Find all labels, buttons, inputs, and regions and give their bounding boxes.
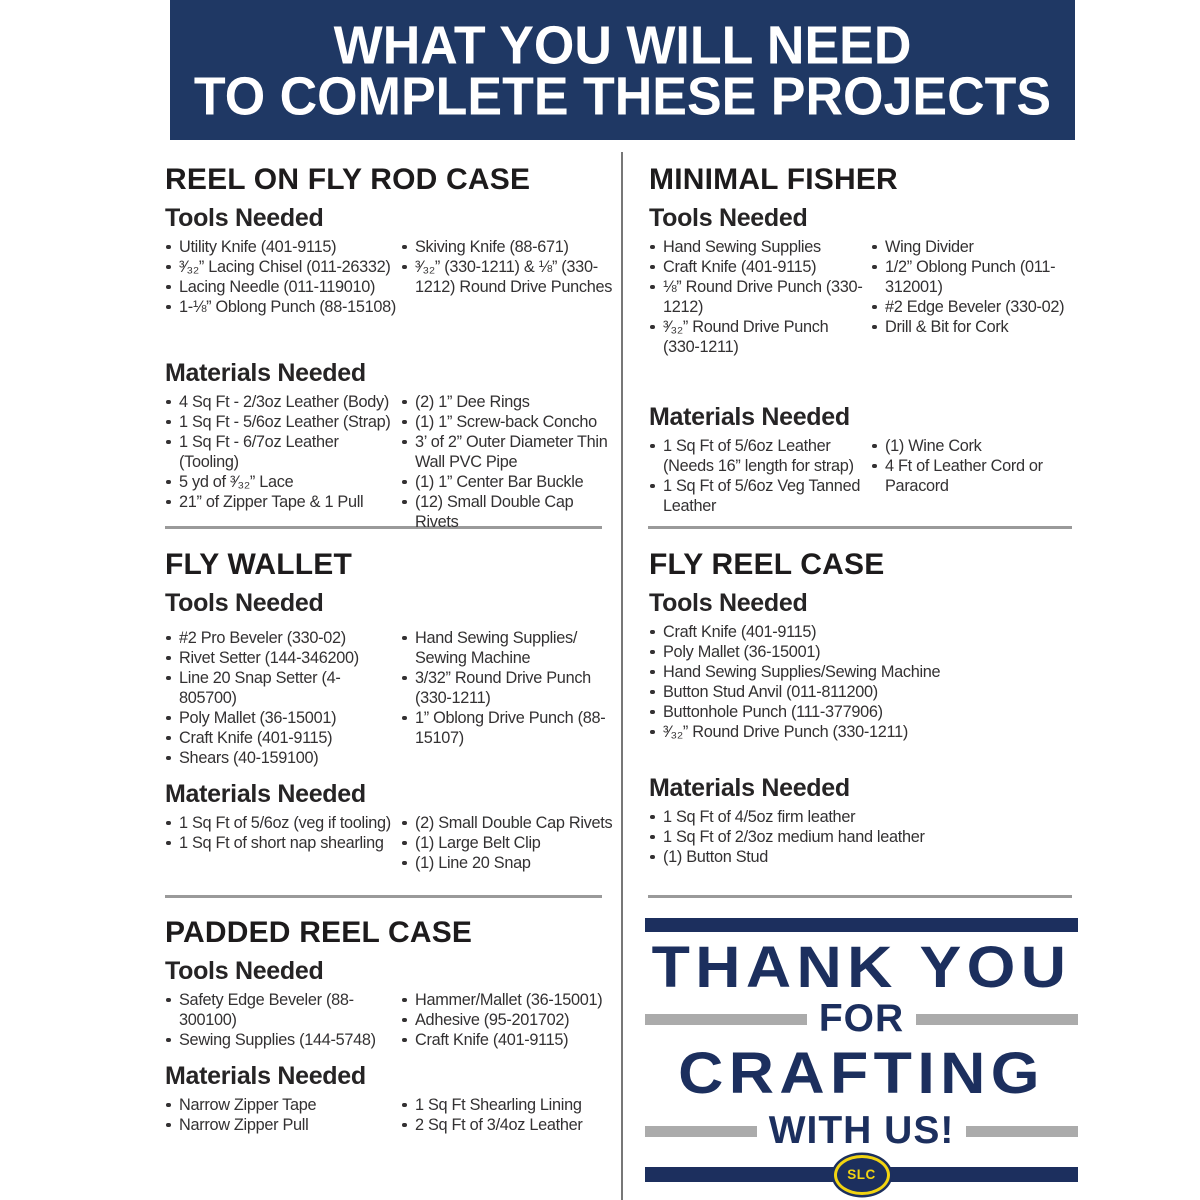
list-item: (1) Large Belt Clip bbox=[401, 833, 620, 853]
list-item: 5 yd of ³⁄₃₂” Lace bbox=[165, 472, 397, 492]
thank-you-line4: WITH US! bbox=[768, 1109, 955, 1152]
tools-list-col1 bbox=[165, 237, 397, 317]
tools-group bbox=[165, 957, 620, 1050]
thank-you-bottom-bar bbox=[645, 1167, 1078, 1182]
list-item: Wing Divider bbox=[871, 237, 1087, 257]
list-item: 1” Oblong Drive Punch (88-15107) bbox=[401, 708, 620, 748]
materials-list-col1 bbox=[165, 1095, 397, 1135]
section-title: PADDED REEL CASE bbox=[165, 916, 473, 949]
thank-you-for-row bbox=[645, 999, 1078, 1039]
list-item: 1 Sq Ft - 6/7oz Leather (Tooling) bbox=[165, 432, 397, 472]
list-item: (1) 1” Screw-back Concho bbox=[401, 412, 620, 432]
vertical-divider bbox=[621, 152, 623, 1200]
materials-group bbox=[649, 403, 1087, 516]
list-item: Craft Knife (401-9115) bbox=[165, 728, 397, 748]
section-title: REEL ON FLY ROD CASE bbox=[165, 163, 531, 196]
header-title-line2: TO COMPLETE THESE PROJECTS bbox=[193, 66, 1052, 128]
list-item: 1-⅛” Oblong Punch (88-15108) bbox=[165, 297, 397, 317]
list-item: Drill & Bit for Cork bbox=[871, 317, 1087, 337]
list-item: Adhesive (95-201702) bbox=[401, 1010, 620, 1030]
horizontal-divider bbox=[648, 526, 1072, 529]
list-item: Lacing Needle (011-119010) bbox=[165, 277, 397, 297]
list-item: Rivet Setter (144-346200) bbox=[165, 648, 397, 668]
list-item: Safety Edge Beveler (88-300100) bbox=[165, 990, 397, 1030]
header-title-line1: WHAT YOU WILL NEED bbox=[333, 15, 912, 77]
list-item: ³⁄₃₂” Round Drive Punch (330-1211) bbox=[649, 317, 867, 357]
tools-group bbox=[649, 589, 1087, 742]
tools-group bbox=[165, 589, 620, 768]
thank-you-block bbox=[645, 915, 1078, 1182]
materials-heading: Materials Needed bbox=[165, 1062, 366, 1090]
gray-rule bbox=[916, 1014, 1078, 1025]
list-item: Craft Knife (401-9115) bbox=[649, 257, 867, 277]
header-banner bbox=[170, 0, 1075, 140]
materials-list-col2 bbox=[401, 392, 620, 532]
section-padded-reel-case bbox=[165, 916, 620, 1135]
list-item: Hand Sewing Supplies/Sewing Machine bbox=[649, 662, 1087, 682]
tools-group bbox=[165, 204, 620, 317]
list-item: 1 Sq Ft of 5/6oz Veg Tanned Leather bbox=[649, 476, 867, 516]
materials-heading: Materials Needed bbox=[165, 780, 366, 808]
thank-you-line3: CRAFTING bbox=[678, 1041, 1045, 1106]
list-item: Hand Sewing Supplies/ Sewing Machine bbox=[401, 628, 620, 668]
list-item: 1 Sq Ft Shearling Lining bbox=[401, 1095, 620, 1115]
list-item: (1) Wine Cork bbox=[871, 436, 1087, 456]
list-item: ³⁄₃₂” Round Drive Punch (330-1211) bbox=[649, 722, 1087, 742]
thank-you-line2: FOR bbox=[818, 997, 905, 1040]
list-item: Craft Knife (401-9115) bbox=[649, 622, 1087, 642]
tools-heading: Tools Needed bbox=[165, 204, 324, 232]
list-item: Sewing Supplies (144-5748) bbox=[165, 1030, 397, 1050]
list-item: Buttonhole Punch (111-377906) bbox=[649, 702, 1087, 722]
section-title: FLY REEL CASE bbox=[649, 548, 885, 581]
list-item: #2 Edge Beveler (330-02) bbox=[871, 297, 1087, 317]
materials-list-col1 bbox=[649, 436, 867, 516]
thank-you-line1: THANK YOU bbox=[651, 935, 1072, 1000]
thank-you-top-bar bbox=[645, 918, 1078, 932]
list-item: ³⁄₃₂” Lacing Chisel (011-26332) bbox=[165, 257, 397, 277]
materials-group bbox=[165, 359, 620, 532]
section-fly-reel-case bbox=[649, 548, 1087, 867]
horizontal-divider bbox=[165, 895, 602, 898]
list-item: (12) Small Double Cap Rivets bbox=[401, 492, 620, 532]
list-item: Skiving Knife (88-671) bbox=[401, 237, 620, 257]
list-item: 1 Sq Ft of short nap shearling bbox=[165, 833, 397, 853]
list-item: Craft Knife (401-9115) bbox=[401, 1030, 620, 1050]
materials-list bbox=[649, 807, 1087, 867]
materials-list-col1 bbox=[165, 392, 397, 532]
list-item: (1) 1” Center Bar Buckle bbox=[401, 472, 620, 492]
materials-list-col1 bbox=[165, 813, 397, 873]
tools-list-col2 bbox=[871, 237, 1087, 357]
list-item: 1 Sq Ft of 4/5oz firm leather bbox=[649, 807, 1087, 827]
materials-list-col2 bbox=[401, 1095, 620, 1135]
slc-logo bbox=[834, 1155, 890, 1195]
tools-list-col2 bbox=[401, 237, 620, 317]
list-item: 3’ of 2” Outer Diameter Thin Wall PVC Pipe bbox=[401, 432, 620, 472]
horizontal-divider bbox=[648, 895, 1072, 898]
list-item: 1 Sq Ft of 5/6oz Leather (Needs 16” length for strap) bbox=[649, 436, 867, 476]
tools-heading: Tools Needed bbox=[165, 589, 324, 617]
section-title: MINIMAL FISHER bbox=[649, 163, 898, 196]
materials-group bbox=[165, 780, 620, 873]
tools-list-col1 bbox=[165, 628, 397, 768]
materials-group bbox=[165, 1062, 620, 1135]
list-item: 4 Sq Ft - 2/3oz Leather (Body) bbox=[165, 392, 397, 412]
list-item: Line 20 Snap Setter (4-805700) bbox=[165, 668, 397, 708]
tools-list-col1 bbox=[649, 237, 867, 357]
list-item: Narrow Zipper Tape bbox=[165, 1095, 397, 1115]
list-item: 1 Sq Ft - 5/6oz Leather (Strap) bbox=[165, 412, 397, 432]
list-item: Hammer/Mallet (36-15001) bbox=[401, 990, 620, 1010]
list-item: Shears (40-159100) bbox=[165, 748, 397, 768]
gray-rule bbox=[645, 1014, 807, 1025]
list-item: (1) Button Stud bbox=[649, 847, 1087, 867]
list-item: (1) Line 20 Snap bbox=[401, 853, 620, 873]
materials-heading: Materials Needed bbox=[649, 774, 850, 802]
tools-list-col1 bbox=[165, 990, 397, 1050]
tools-heading: Tools Needed bbox=[165, 957, 324, 985]
section-title: FLY WALLET bbox=[165, 548, 353, 581]
list-item: 1/2” Oblong Punch (011-312001) bbox=[871, 257, 1087, 297]
list-item: Poly Mallet (36-15001) bbox=[165, 708, 397, 728]
section-fly-wallet bbox=[165, 548, 620, 873]
tools-heading: Tools Needed bbox=[649, 589, 808, 617]
list-item: ³⁄₃₂” (330-1211) & ⅛” (330-1212) Round Drive Punches bbox=[401, 257, 620, 297]
list-item: 1 Sq Ft of 5/6oz (veg if tooling) bbox=[165, 813, 397, 833]
materials-list-col2 bbox=[871, 436, 1087, 516]
section-minimal-fisher bbox=[649, 163, 1087, 516]
tools-group bbox=[649, 204, 1087, 357]
list-item: Button Stud Anvil (011-811200) bbox=[649, 682, 1087, 702]
list-item: 2 Sq Ft of 3/4oz Leather bbox=[401, 1115, 620, 1135]
list-item: ⅛” Round Drive Punch (330-1212) bbox=[649, 277, 867, 317]
list-item: Narrow Zipper Pull bbox=[165, 1115, 397, 1135]
list-item: 3/32” Round Drive Punch (330-1211) bbox=[401, 668, 620, 708]
list-item: (2) Small Double Cap Rivets bbox=[401, 813, 620, 833]
list-item: Hand Sewing Supplies bbox=[649, 237, 867, 257]
list-item: Poly Mallet (36-15001) bbox=[649, 642, 1087, 662]
list-item: Utility Knife (401-9115) bbox=[165, 237, 397, 257]
list-item: 21” of Zipper Tape & 1 Pull bbox=[165, 492, 397, 512]
materials-group bbox=[649, 774, 1087, 867]
materials-list-col2 bbox=[401, 813, 620, 873]
section-reel-on-fly-rod-case bbox=[165, 163, 620, 532]
list-item: 1 Sq Ft of 2/3oz medium hand leather bbox=[649, 827, 1087, 847]
materials-heading: Materials Needed bbox=[165, 359, 366, 387]
tools-heading: Tools Needed bbox=[649, 204, 808, 232]
slc-logo-text: SLC bbox=[847, 1167, 876, 1182]
tools-list-col2 bbox=[401, 990, 620, 1050]
list-item: #2 Pro Beveler (330-02) bbox=[165, 628, 397, 648]
tools-list bbox=[649, 622, 1087, 742]
materials-heading: Materials Needed bbox=[649, 403, 850, 431]
list-item: 4 Ft of Leather Cord or Paracord bbox=[871, 456, 1087, 496]
thank-you-withus-row bbox=[645, 1111, 1078, 1151]
list-item: (2) 1” Dee Rings bbox=[401, 392, 620, 412]
gray-rule bbox=[966, 1126, 1078, 1137]
gray-rule bbox=[645, 1126, 757, 1137]
tools-list-col2 bbox=[401, 628, 620, 768]
